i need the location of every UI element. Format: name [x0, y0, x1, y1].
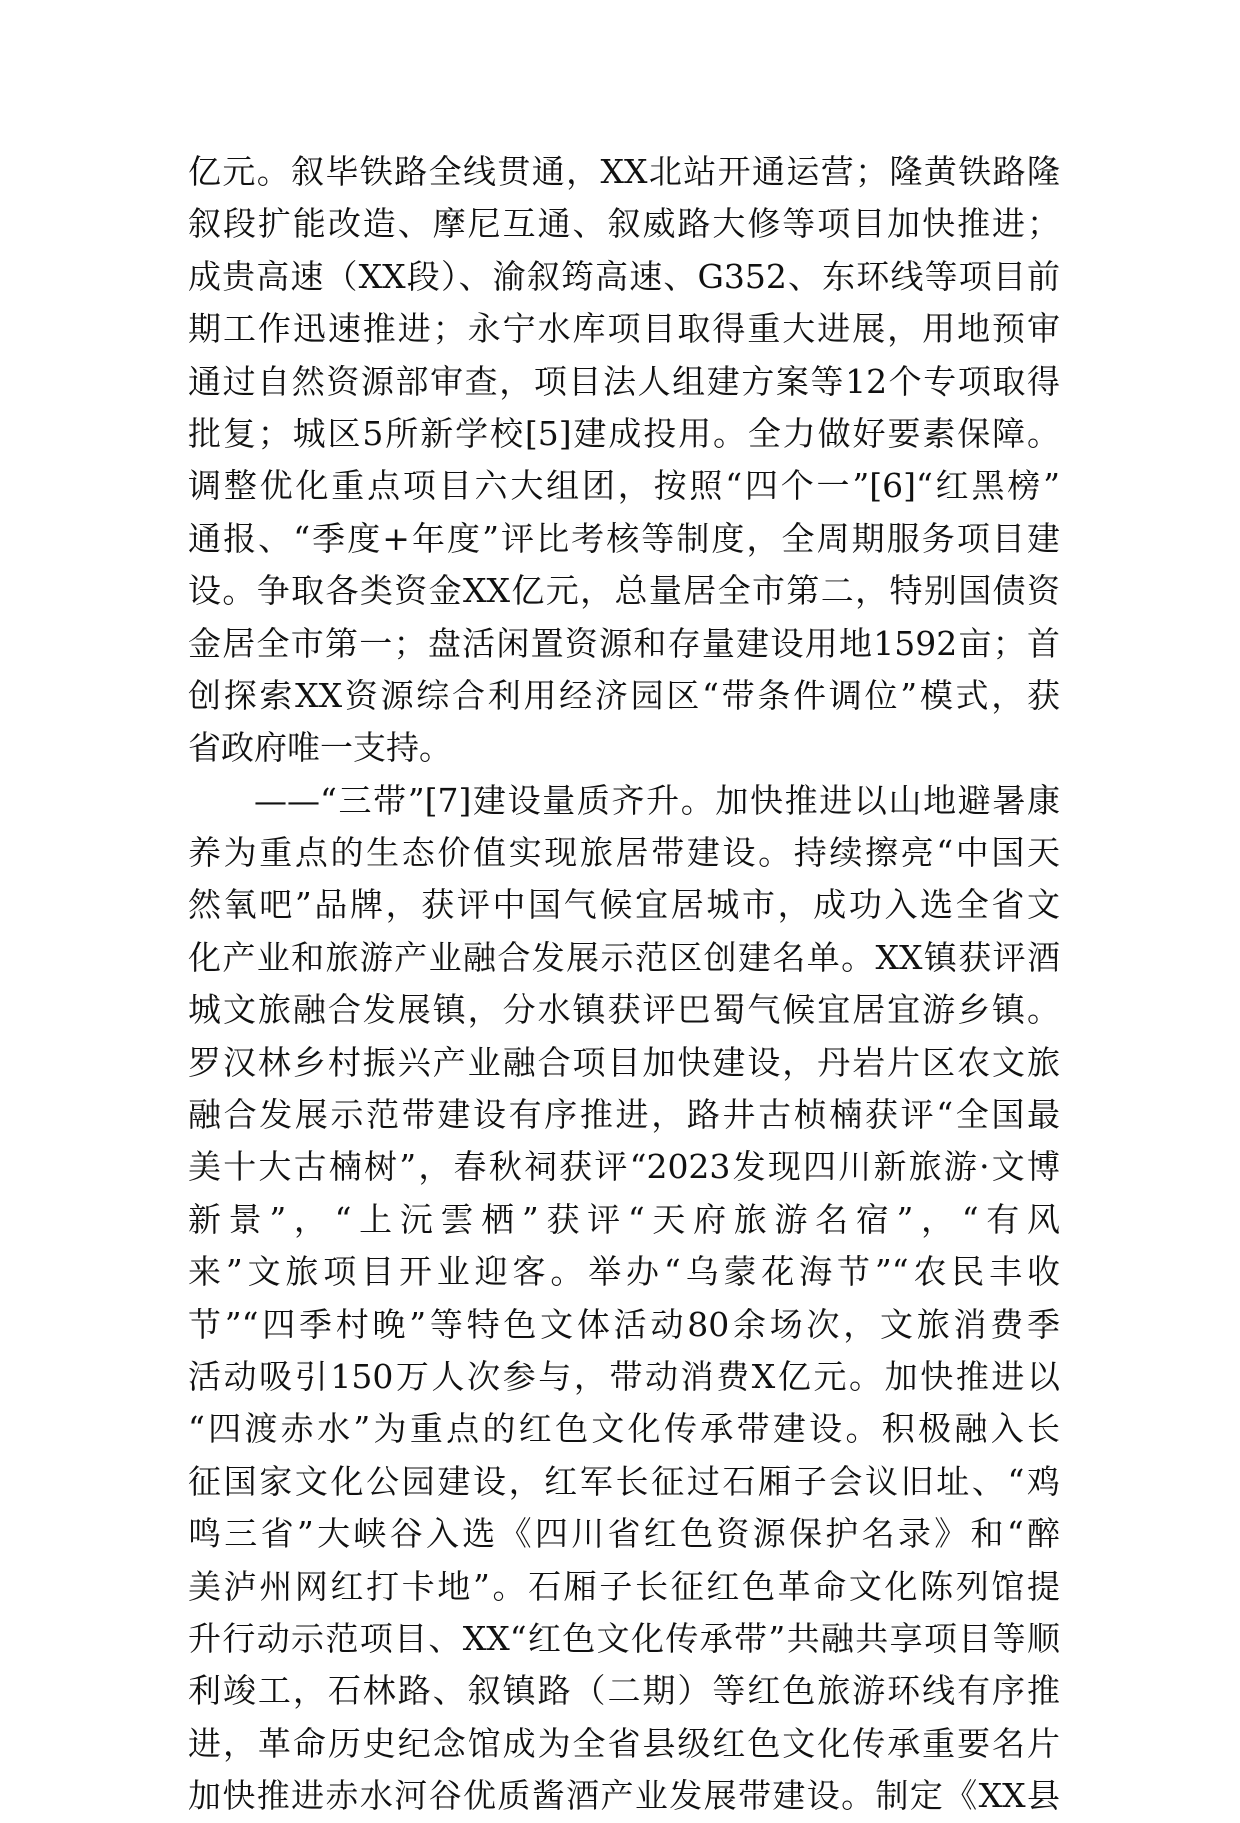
body-text — [188, 146, 1060, 1823]
text-line: 鸣三省”大峡谷入选《四川省红色资源保护名录》和“醉 — [188, 1514, 1060, 1554]
text-line: 城文旅融合发展镇，分水镇获评巴蜀气候宜居宜游乡镇。 — [188, 990, 1060, 1030]
text-line: 养为重点的生态价值实现旅居带建设。持续擦亮“中国天 — [188, 833, 1060, 873]
text-line: 进，革命历史纪念馆成为全省县级红色文化传承重要名片 — [188, 1723, 1060, 1763]
text-line: 化产业和旅游产业融合发展示范区创建名单。XX镇获评酒 — [188, 937, 1060, 977]
text-line: 罗汉林乡村振兴产业融合项目加快建设，丹岩片区农文旅 — [188, 1042, 1060, 1082]
text-line: 亿元。叙毕铁路全线贯通，XX北站开通运营；隆黄铁路隆 — [188, 152, 1060, 191]
text-line: 美泸州网红打卡地”。石厢子长征红色革命文化陈列馆提 — [188, 1566, 1060, 1606]
text-line: 叙段扩能改造、摩尼互通、叙威路大修等项目加快推进； — [188, 204, 1060, 244]
text-line: 然氧吧”品牌，获评中国气候宜居城市，成功入选全省文 — [188, 885, 1060, 925]
text-line: 期工作迅速推进；永宁水库项目取得重大进展，用地预审 — [188, 309, 1060, 349]
text-line: 金居全市第一；盘活闲置资源和存量建设用地1592亩；首 — [188, 623, 1060, 663]
paragraph-end-line: 省政府唯一支持。 — [188, 728, 452, 768]
text-line: 来”文旅项目开业迎客。举办“乌蒙花海节”“农民丰收 — [188, 1252, 1060, 1292]
text-line: 批复；城区5所新学校[5]建成投用。全力做好要素保障。 — [188, 413, 1060, 453]
text-line: 节”“四季村晚”等特色文体活动80余场次，文旅消费季 — [188, 1304, 1060, 1344]
text-line: 美十大古楠树”，春秋祠获评“2023发现四川新旅游·文博 — [188, 1147, 1060, 1187]
text-line: 升行动示范项目、XX“红色文化传承带”共融共享项目等顺 — [188, 1618, 1060, 1658]
text-line: 设。争取各类资金XX亿元，总量居全市第二，特别国债资 — [188, 571, 1060, 611]
text-line: 创探索XX资源综合利用经济园区“带条件调位”模式，获 — [188, 675, 1060, 715]
text-line: 活动吸引150万人次参与，带动消费X亿元。加快推进以 — [188, 1356, 1060, 1396]
text-line: 新景”，“上沅雲栖”获评“天府旅游名宿”，“有风 — [188, 1199, 1060, 1239]
text-line: 通过自然资源部审查，项目法人组建方案等12个专项取得 — [188, 361, 1060, 401]
text-line: 通报、“季度+年度”评比考核等制度，全周期服务项目建 — [188, 518, 1060, 558]
text-line: “四渡赤水”为重点的红色文化传承带建设。积极融入长 — [188, 1409, 1060, 1449]
text-line: 征国家文化公园建设，红军长征过石厢子会议旧址、“鸡 — [188, 1461, 1060, 1501]
text-line: 融合发展示范带建设有序推进，路井古桢楠获评“全国最 — [188, 1095, 1060, 1135]
text-line: 利竣工，石林路、叙镇路（二期）等红色旅游环线有序推 — [188, 1671, 1060, 1711]
text-line: 成贵高速（XX段）、渝叙筠高速、G352、东环线等项目前 — [188, 256, 1060, 296]
text-line: 调整优化重点项目六大组团，按照“四个一”[6]“红黑榜” — [188, 466, 1060, 506]
text-line: 加快推进赤水河谷优质酱酒产业发展带建设。制定《XX县 — [188, 1776, 1060, 1816]
section-heading-line: ——“三带”[7]建设量质齐升。加快推进以山地避暑康 — [254, 780, 1060, 820]
